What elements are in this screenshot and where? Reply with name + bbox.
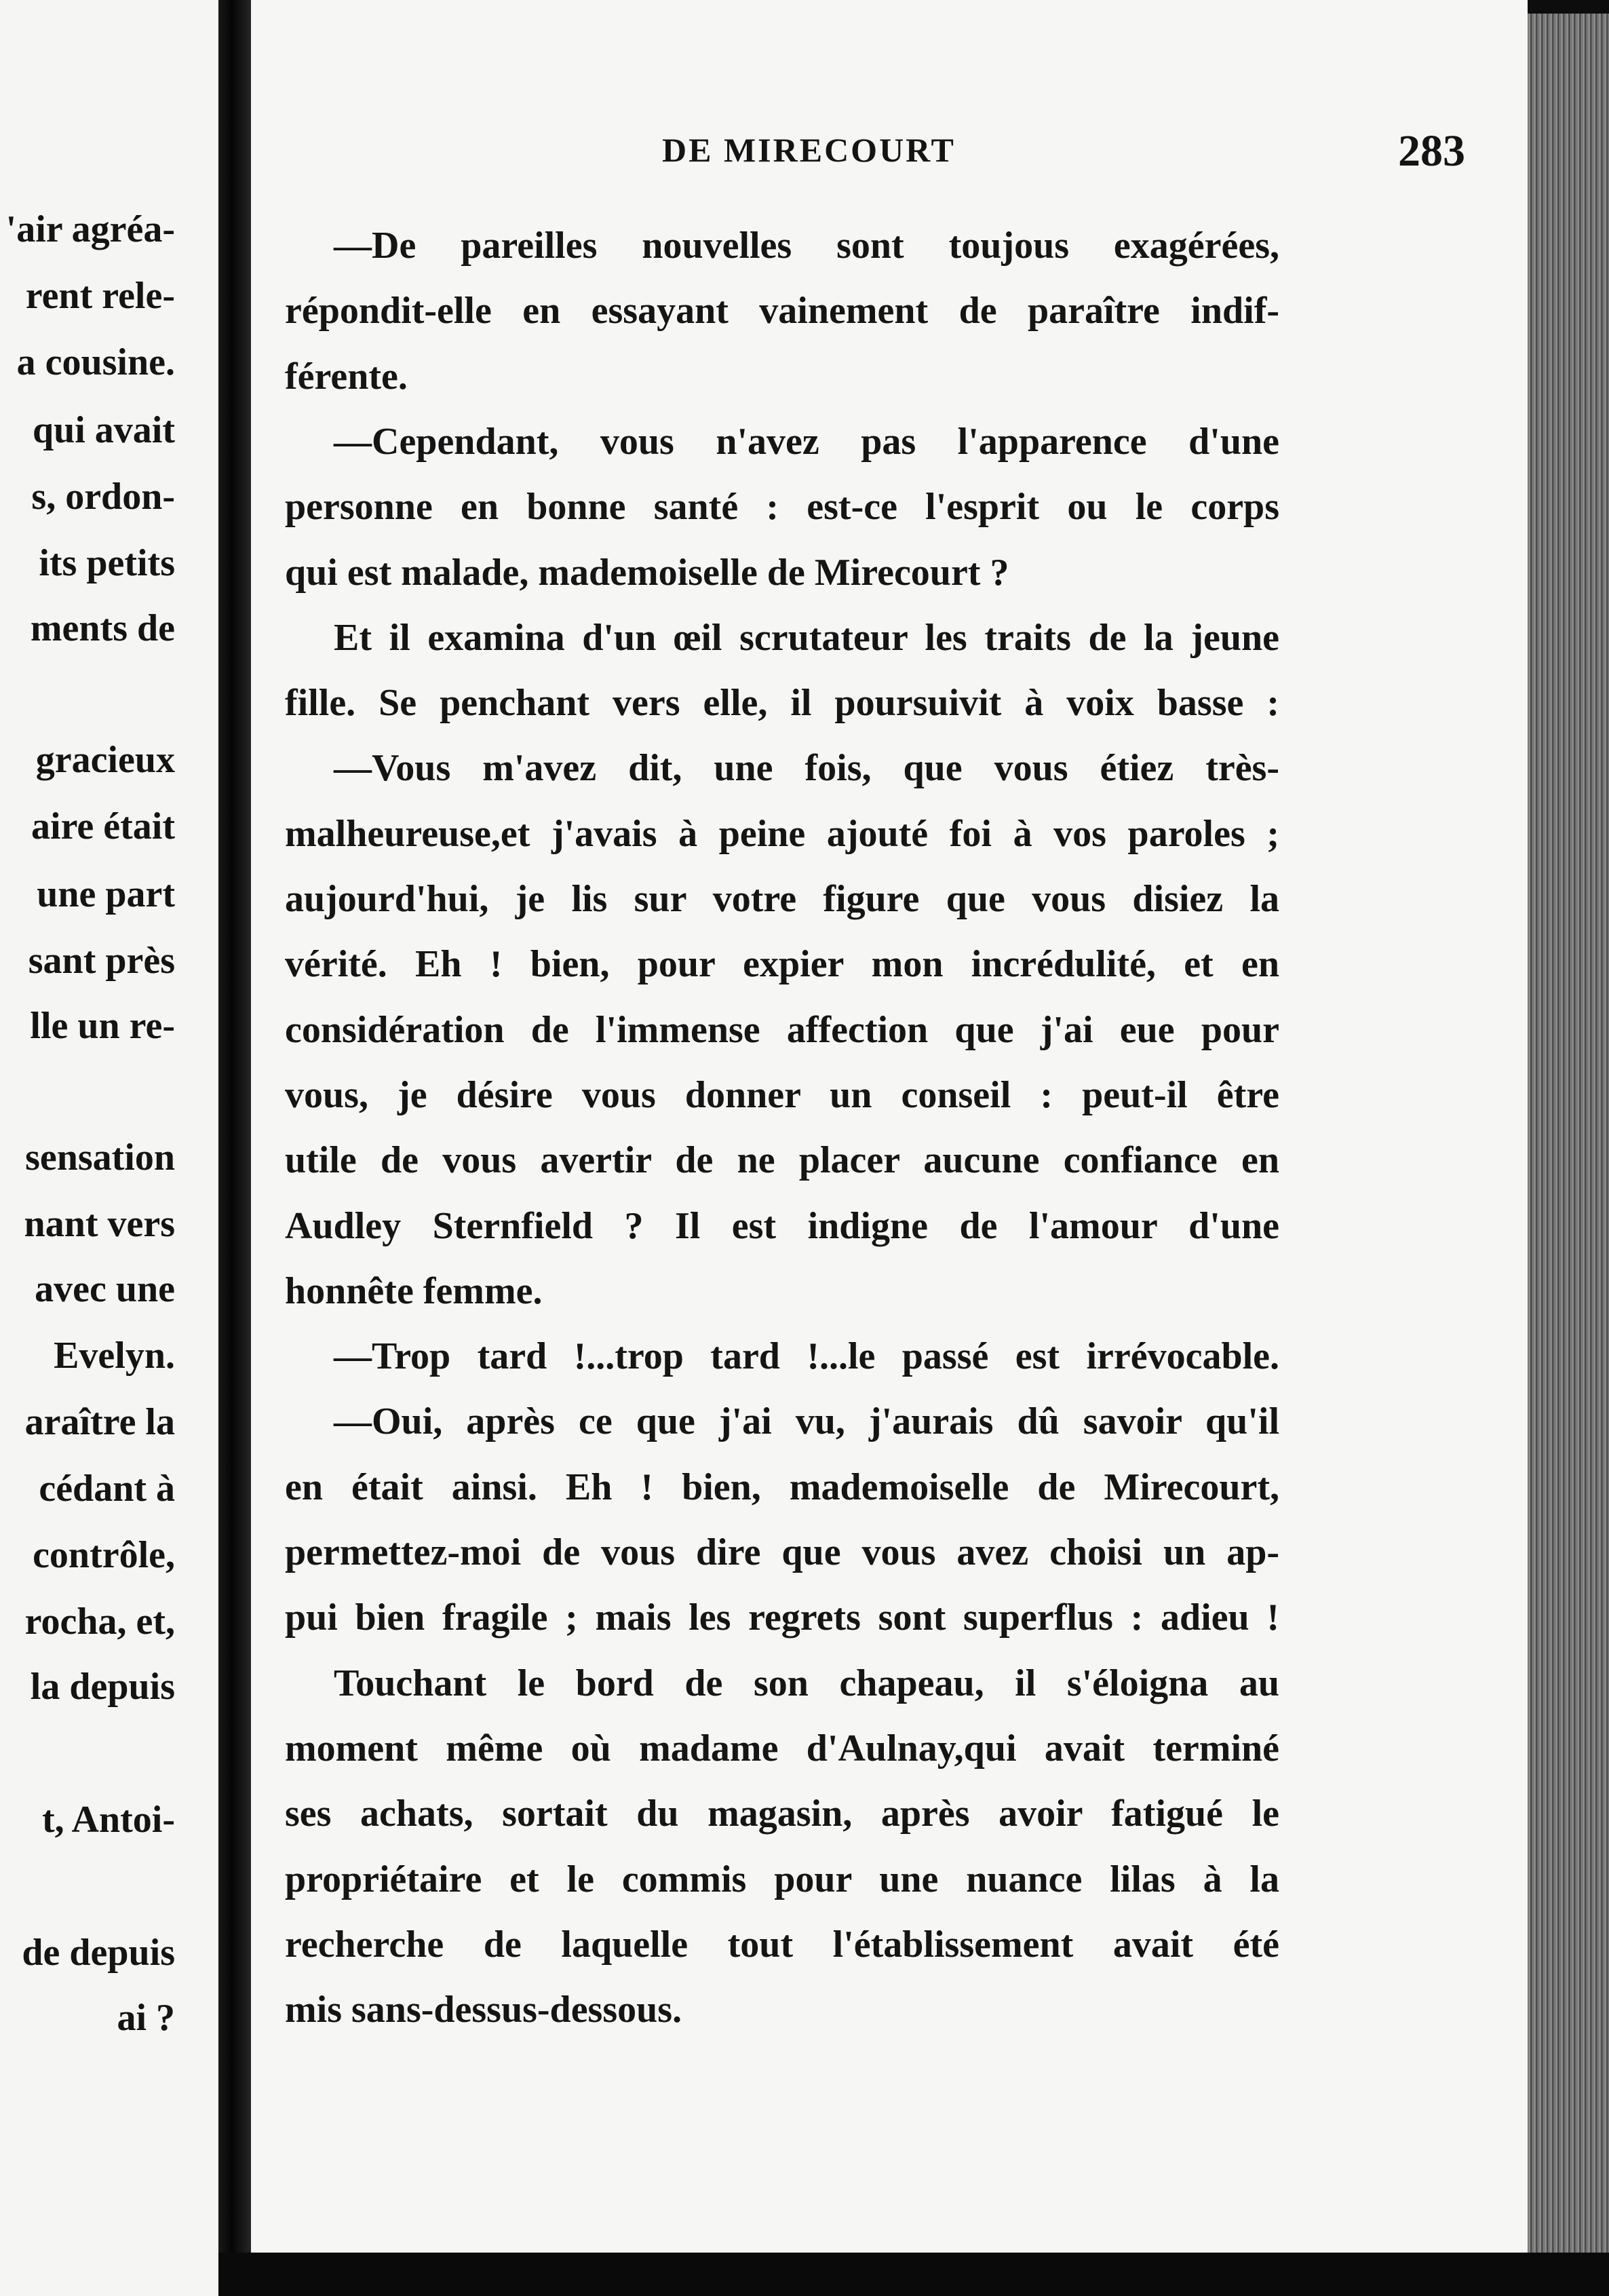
left-page-line: contrôle, [33, 1534, 175, 1576]
text-line: fille. Se penchant vers elle, il poursuivit à voix basse : [285, 682, 1279, 724]
text-line: Touchant le bord de son chapeau, il s'éloigna au [334, 1662, 1279, 1704]
left-page-fragment [0, 0, 218, 2296]
page-number: 283 [1398, 126, 1465, 176]
text-line: —De pareilles nouvelles sont toujous exagérées, [334, 225, 1279, 267]
text-line: vérité. Eh ! bien, pour expier mon incrédulité, et en [285, 943, 1279, 985]
right-page [251, 0, 1528, 2253]
left-page-line: nant vers [24, 1203, 175, 1245]
running-head: DE MIRECOURT [662, 131, 956, 169]
left-page-line: aire était [31, 805, 175, 847]
left-page-line: sant près [28, 940, 175, 982]
left-page-line: Evelyn. [54, 1335, 175, 1377]
left-page-line: qui avait [32, 409, 175, 451]
text-line: répondit-elle en essayant vainement de paraître indif- [285, 290, 1279, 332]
left-page-line: a cousine. [16, 341, 175, 383]
text-line: permettez-moi de vous dire que vous avez choisi un ap- [285, 1531, 1279, 1573]
text-line: Audley Sternfield ? Il est indigne de l'amour d'une [285, 1205, 1279, 1247]
text-line: honnête femme. [285, 1270, 543, 1312]
text-line: utile de vous avertir de ne placer aucune confiance en [285, 1139, 1279, 1181]
left-page-line: rocha, et, [24, 1601, 175, 1643]
left-page-line: s, ordon- [31, 476, 175, 518]
left-page-line: gracieux [35, 739, 175, 781]
left-page-line: ments de [30, 607, 175, 649]
left-page-line: une part [37, 873, 175, 915]
left-page-line: araître la [24, 1401, 175, 1443]
text-line: férente. [285, 356, 408, 398]
text-line: ses achats, sortait du magasin, après avoir fatigué le [285, 1793, 1279, 1835]
text-line: —Vous m'avez dit, une fois, que vous étiez très- [334, 747, 1279, 789]
left-page-line: de depuis [22, 1932, 175, 1974]
text-line: personne en bonne santé : est-ce l'esprit ou le corps [285, 486, 1279, 528]
text-line: pui bien fragile ; mais les regrets sont superflus : adieu ! [285, 1596, 1279, 1639]
page-stack-edges [1528, 14, 1609, 2253]
book-gutter [218, 0, 251, 2296]
text-line: vous, je désire vous donner un conseil : peut-il être [285, 1074, 1279, 1116]
left-page-line: ai ? [117, 1997, 175, 2039]
text-line: considération de l'immense affection que j'ai eue pour [285, 1009, 1279, 1051]
left-page-line: rent rele- [25, 275, 175, 317]
left-page-line: avec une [35, 1268, 175, 1310]
text-line: Et il examina d'un œil scrutateur les traits de la jeune [334, 617, 1279, 659]
left-page-line: its petits [39, 542, 175, 584]
text-line: malheureuse,et j'avais à peine ajouté foi à vos paroles ; [285, 813, 1279, 855]
text-line: —Trop tard !...trop tard !...le passé est irrévocable. [334, 1335, 1279, 1377]
left-page-line: 'air agréa- [5, 208, 175, 250]
text-line: —Oui, après ce que j'ai vu, j'aurais dû savoir qu'il [334, 1400, 1279, 1442]
left-page-line: t, Antoi- [42, 1799, 175, 1841]
left-page-line: cédant à [39, 1468, 175, 1510]
text-line: recherche de laquelle tout l'établissement avait été [285, 1924, 1279, 1966]
text-line: —Cependant, vous n'avez pas l'apparence d'une [334, 421, 1279, 463]
left-page-line: sensation [25, 1136, 175, 1179]
text-line: moment même où madame d'Aulnay,qui avait terminé [285, 1727, 1279, 1769]
text-line: propriétaire et le commis pour une nuance lilas à la [285, 1858, 1279, 1900]
text-line: qui est malade, mademoiselle de Mirecourt ? [285, 552, 1009, 594]
text-line: en était ainsi. Eh ! bien, mademoiselle de Mirecourt, [285, 1466, 1279, 1508]
text-line: aujourd'hui, je lis sur votre figure que vous disiez la [285, 878, 1279, 920]
left-page-line: la depuis [30, 1666, 175, 1708]
text-line: mis sans-dessus-dessous. [285, 1989, 682, 2031]
left-page-line: lle un re- [30, 1005, 175, 1047]
bottom-shadow [218, 2253, 1609, 2296]
